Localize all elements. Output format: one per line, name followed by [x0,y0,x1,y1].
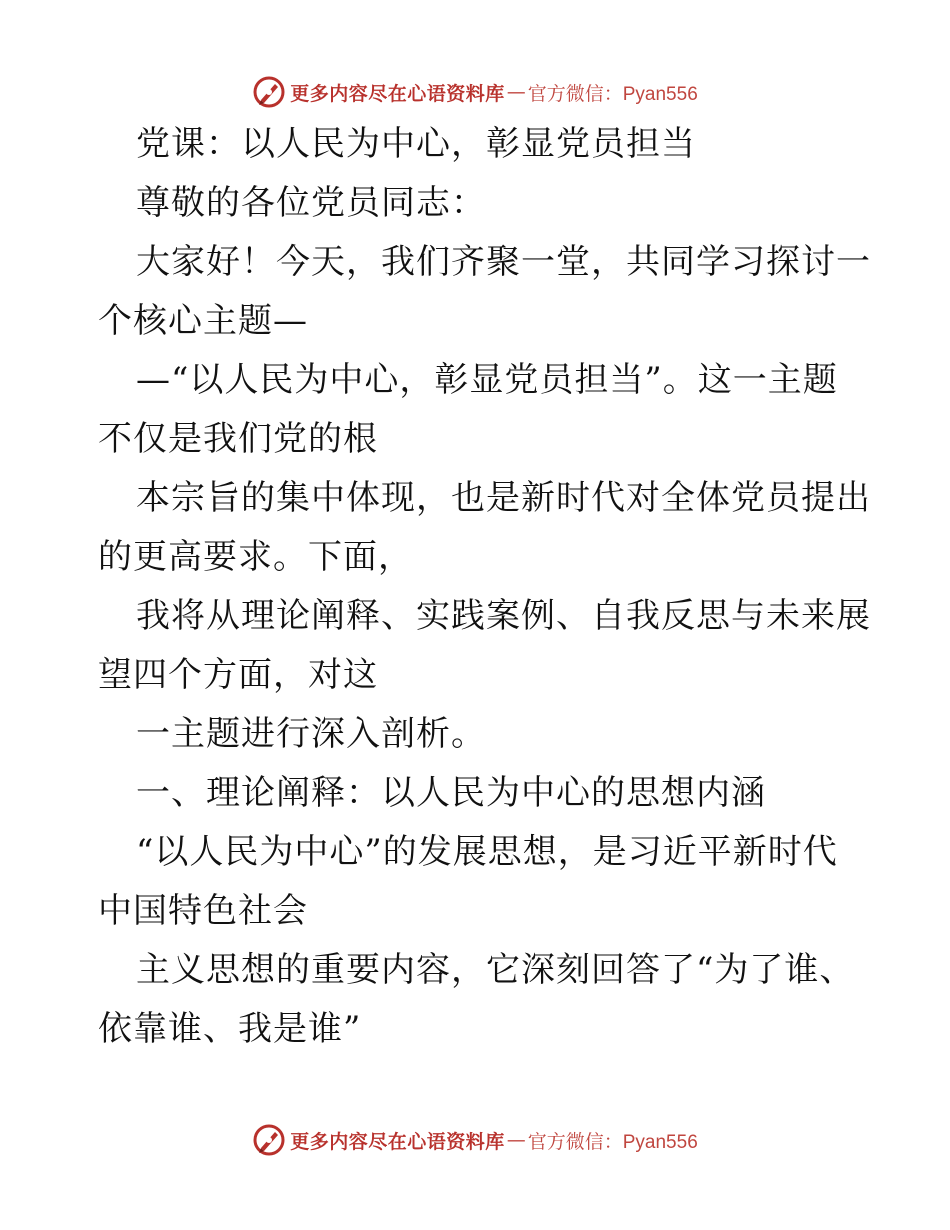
header-contact-label: 官方微信： [527,82,623,105]
paragraph-line: 不仅是我们党的根 [98,419,378,459]
header-brand-text: 更多内容尽在心语资料库 [290,82,505,105]
paragraph-line: 望四个方面，对这 [98,655,378,695]
paragraph-line: 一主题进行深入剖析。 [136,714,486,754]
salutation: 尊敬的各位党员同志： [136,183,486,223]
pen-logo-icon [252,1123,286,1157]
paragraph-line: “以人民为中心”的发展思想，是习近平新时代 [136,832,838,872]
paragraph-line: 大家好！今天，我们齐聚一堂，共同学习探讨一 [136,242,871,282]
paragraph-line: 主义思想的重要内容，它深刻回答了“为了谁、 [136,950,855,990]
section-heading: 一、理论阐释：以人民为中心的思想内涵 [136,773,766,813]
paragraph-line: 个核心主题— [98,301,308,341]
footer-brand-text: 更多内容尽在心语资料库 [290,1130,505,1153]
header-watermark [0,72,950,112]
footer-contact-id: Pyan556 [622,1131,698,1153]
document-title: 党课：以人民为中心，彰显党员担当 [136,124,696,164]
footer-contact [528,1127,698,1154]
paragraph-line: 的更高要求。下面， [98,537,413,577]
paragraph-line: —“以人民为中心，彰显党员担当”。这一主题 [136,360,838,400]
footer-watermark [0,1120,950,1160]
paragraph-line: 中国特色社会 [98,891,308,931]
header-contact-id: Pyan556 [622,83,698,105]
pen-logo-icon [252,75,286,109]
footer-dash: — [506,1129,526,1151]
paragraph-line: 依靠谁、我是谁” [98,1009,362,1049]
paragraph-line: 我将从理论阐释、实践案例、自我反思与未来展 [136,596,871,636]
paragraph-line: 本宗旨的集中体现，也是新时代对全体党员提出 [136,478,871,518]
header-dash: — [506,81,526,103]
header-contact [528,79,698,106]
footer-contact-label: 官方微信： [527,1130,623,1153]
